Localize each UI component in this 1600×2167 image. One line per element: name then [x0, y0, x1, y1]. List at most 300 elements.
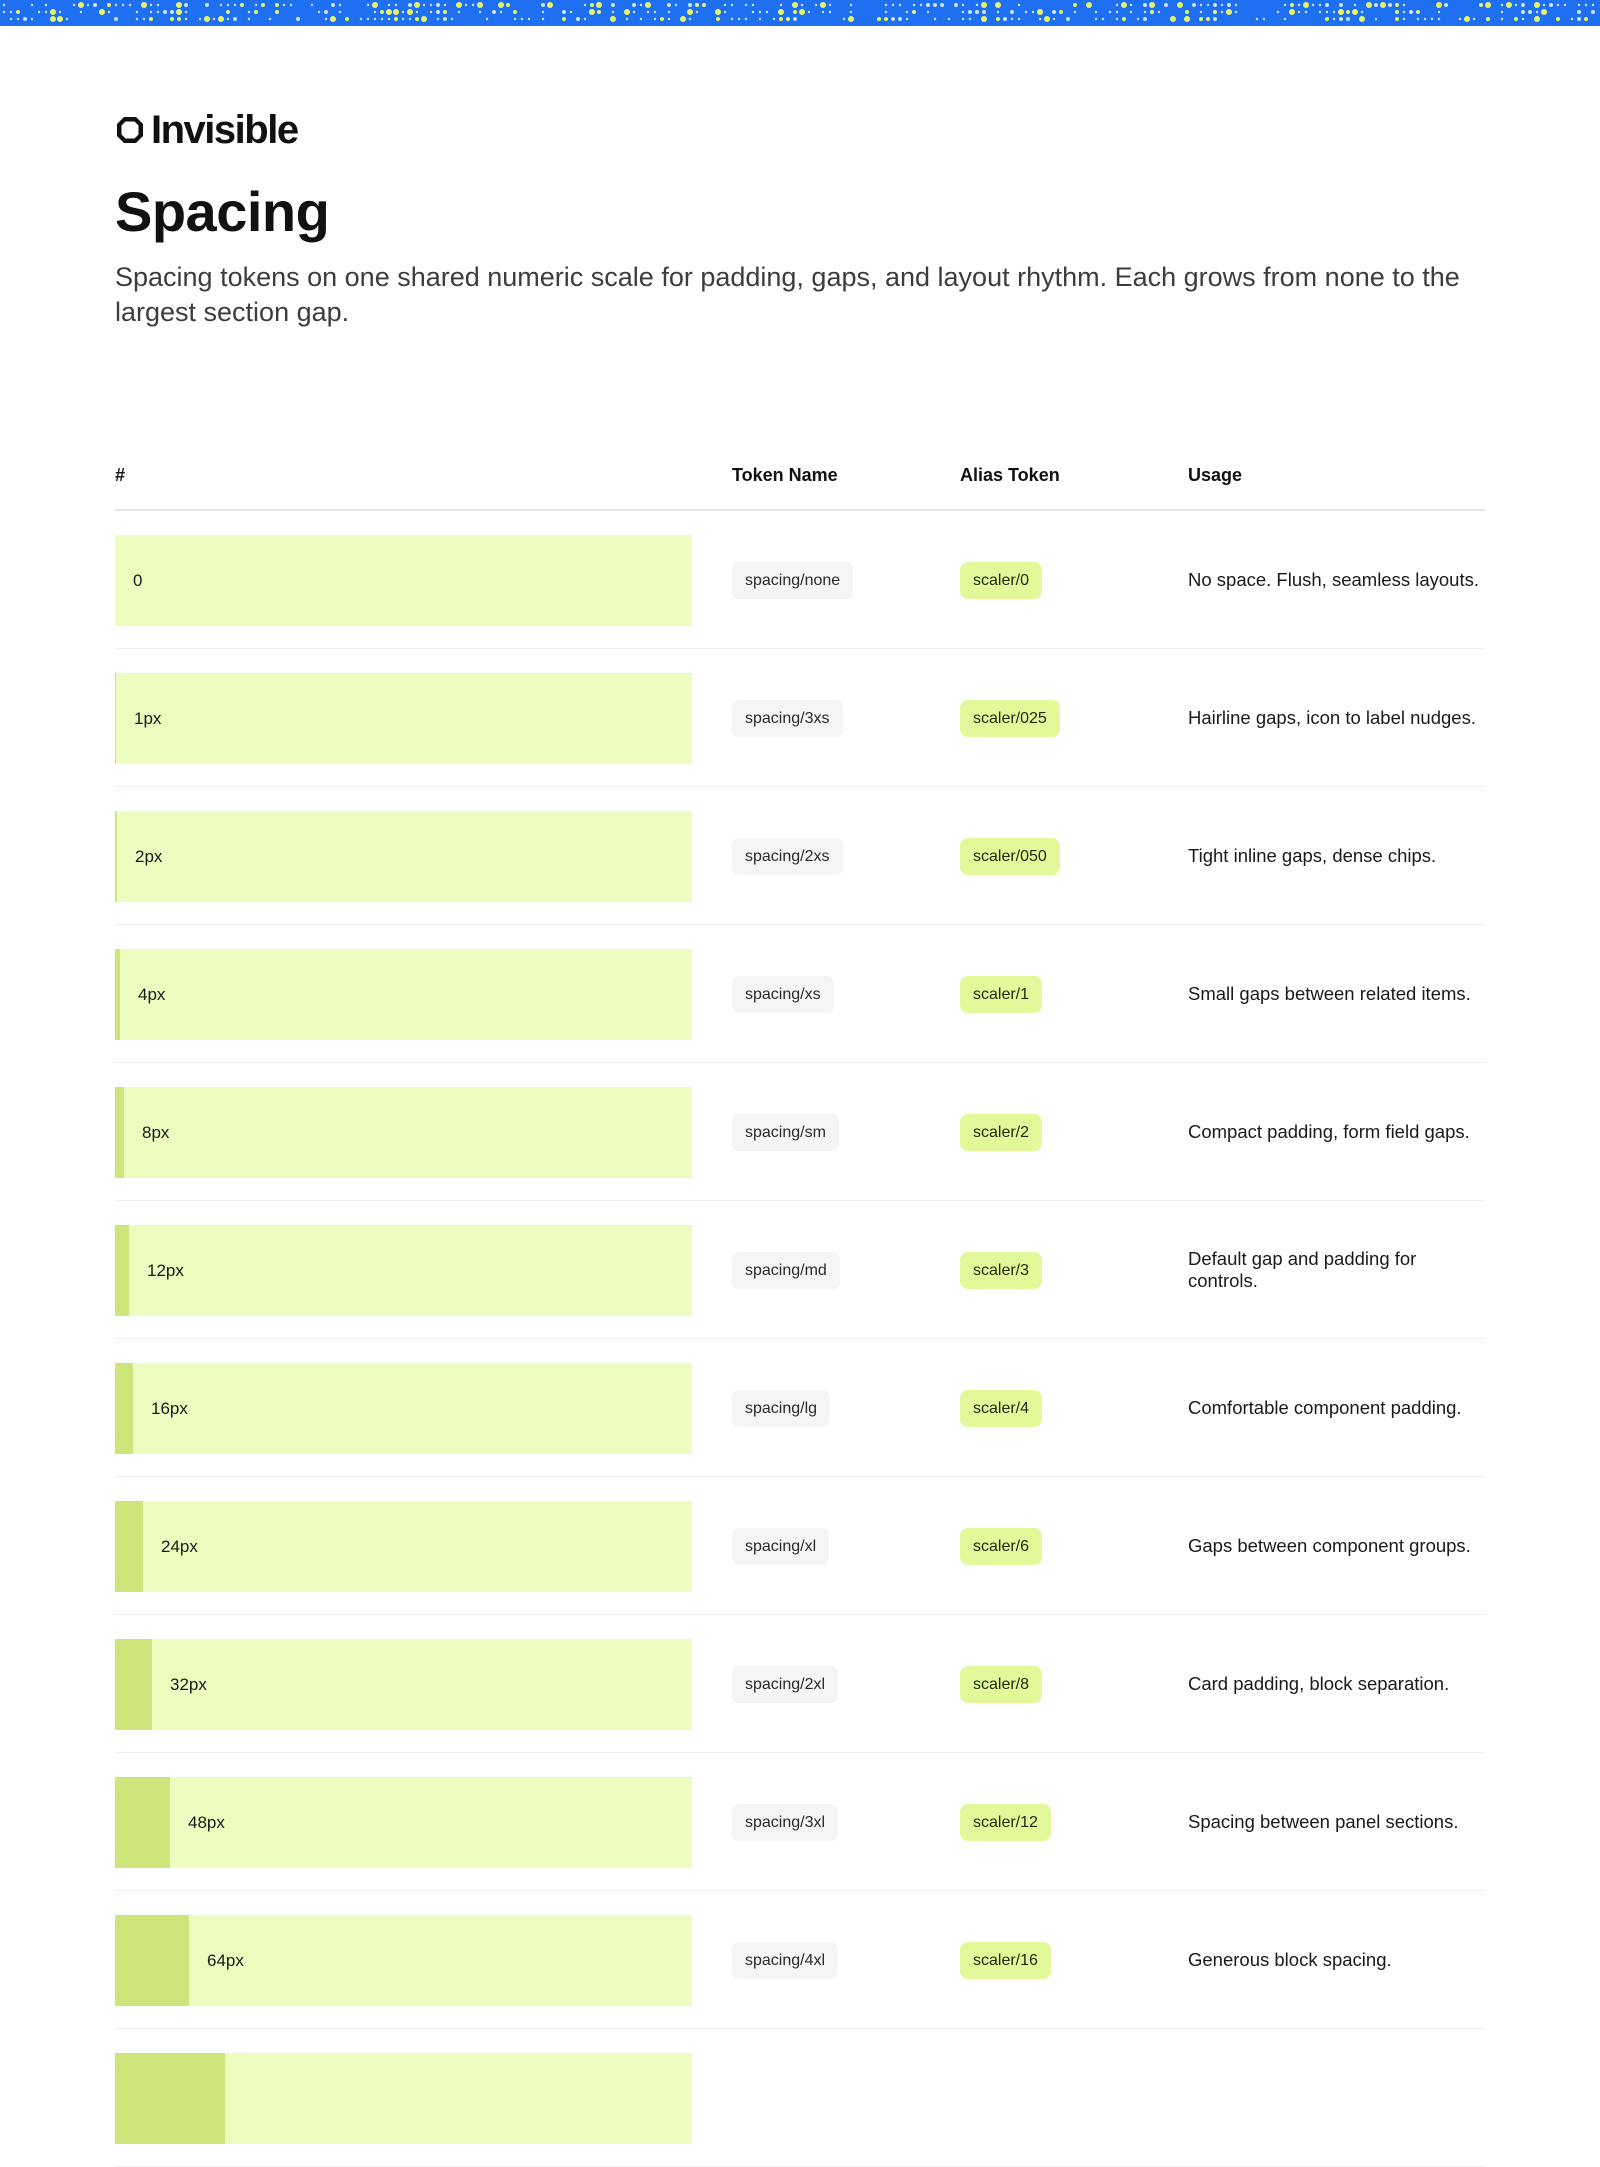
- banner-dot: [1319, 11, 1321, 13]
- alias-token-chip: scaler/025: [960, 700, 1060, 737]
- banner-dot: [589, 9, 595, 15]
- brand-name: Invisible: [151, 108, 298, 152]
- banner-dot: [1361, 11, 1363, 13]
- banner-dot: [1039, 18, 1041, 20]
- alias-token-chip: scaler/2: [960, 1114, 1042, 1151]
- banner-dot: [1289, 9, 1295, 15]
- token-name-chip: spacing/3xl: [732, 1804, 838, 1841]
- banner-dot: [451, 18, 453, 20]
- banner-dot: [1319, 4, 1321, 6]
- banner-dot: [372, 2, 378, 8]
- banner-dot: [759, 11, 761, 13]
- banner-dot: [45, 11, 47, 13]
- banner-dot: [913, 4, 915, 6]
- table-body: [115, 511, 1485, 2167]
- banner-dot: [920, 4, 922, 6]
- banner-dot: [78, 2, 84, 8]
- usage-text-content: Spacing between panel sections.: [1188, 1810, 1459, 1832]
- banner-dot: [1515, 4, 1517, 6]
- banner-dot: [899, 4, 901, 6]
- banner-dot: [843, 18, 845, 20]
- usage-text-content: Gaps between component groups.: [1188, 1534, 1471, 1556]
- banner-dot: [1325, 3, 1329, 7]
- usage-text: [1188, 1063, 1488, 1200]
- banner-dot: [542, 11, 544, 13]
- banner-dot: [1577, 10, 1581, 14]
- banner-dot: [680, 16, 686, 22]
- usage-text: [1188, 925, 1488, 1062]
- banner-dot: [850, 11, 852, 13]
- banner-dot: [1143, 3, 1147, 7]
- banner-dot: [1221, 4, 1223, 6]
- banner-dot: [808, 11, 810, 13]
- spacing-value: 48px: [188, 1813, 225, 1832]
- spacing-swatch-fill: [115, 673, 116, 764]
- banner-dot: [647, 11, 649, 13]
- banner-dot: [227, 4, 229, 6]
- banner-dot: [981, 2, 987, 8]
- banner-dot: [1305, 11, 1307, 13]
- banner-dot: [1235, 4, 1237, 6]
- spacing-value: 4px: [138, 985, 166, 1004]
- banner-dot: [331, 3, 335, 7]
- banner-dot: [1591, 10, 1595, 14]
- banner-dot: [1277, 11, 1279, 13]
- top-banner: [0, 0, 1600, 26]
- banner-dot: [612, 11, 614, 13]
- banner-dot: [339, 11, 341, 13]
- banner-dot: [1011, 18, 1013, 20]
- header-usage: Usage: [1188, 465, 1243, 485]
- banner-dot: [752, 4, 754, 6]
- banner-dot: [528, 18, 530, 20]
- banner-dot: [339, 4, 341, 6]
- banner-dot: [1298, 11, 1300, 13]
- banner-dot: [1144, 11, 1146, 13]
- banner-dot: [1339, 17, 1343, 21]
- alias-token-chip: scaler/1: [960, 976, 1042, 1013]
- banner-dot: [1536, 11, 1538, 13]
- banner-dot: [962, 4, 964, 6]
- banner-dot: [1395, 17, 1399, 21]
- usage-text: [1188, 1201, 1488, 1338]
- table-row: [115, 1063, 1485, 1201]
- banner-dot: [444, 4, 446, 6]
- alias-token-chip: scaler/0: [960, 562, 1042, 599]
- banner-dot: [793, 10, 797, 14]
- banner-dot: [1122, 17, 1126, 21]
- table-row: [115, 1891, 1485, 2029]
- banner-dot: [1501, 11, 1503, 13]
- banner-dot: [793, 17, 797, 21]
- spacing-value: 12px: [147, 1261, 184, 1280]
- banner-dot: [1227, 3, 1231, 7]
- banner-dot: [786, 17, 790, 21]
- banner-dot: [850, 4, 852, 6]
- brand-logo[interactable]: [115, 106, 298, 154]
- banner-dot: [80, 11, 82, 13]
- spacing-value: 1px: [134, 709, 162, 728]
- banner-dot: [745, 18, 747, 20]
- banner-dot: [176, 2, 182, 8]
- banner-dot: [954, 3, 958, 7]
- spacing-value: 0: [133, 571, 143, 590]
- banner-dot: [1213, 10, 1217, 14]
- banner-dot: [884, 17, 888, 21]
- banner-dot: [1543, 4, 1545, 6]
- token-name-chip: spacing/2xs: [732, 838, 843, 875]
- banner-dot: [1444, 3, 1448, 7]
- banner-dot: [1207, 4, 1209, 6]
- banner-dot: [1395, 3, 1399, 7]
- spacing-swatch: [115, 535, 692, 626]
- banner-dot: [1303, 2, 1309, 8]
- banner-dot: [1018, 18, 1020, 20]
- banner-dot: [31, 18, 33, 20]
- token-name-chip: spacing/3xs: [732, 700, 843, 737]
- usage-text-content: Compact padding, form field gaps.: [1188, 1120, 1470, 1142]
- spacing-value: 2px: [135, 847, 163, 866]
- banner-dot: [1213, 17, 1217, 21]
- header-number: #: [115, 465, 126, 485]
- table-row: [115, 1201, 1485, 1339]
- spacing-swatch: [115, 673, 692, 764]
- banner-dot: [414, 2, 420, 8]
- banner-dot: [122, 4, 124, 6]
- banner-dot: [731, 4, 733, 6]
- banner-dot: [1206, 17, 1210, 21]
- banner-dot: [962, 11, 964, 13]
- alias-token-chip: scaler/3: [960, 1252, 1042, 1289]
- banner-dot: [576, 17, 580, 21]
- banner-dot: [393, 9, 399, 15]
- banner-dot: [388, 18, 390, 20]
- page-title: Spacing: [115, 180, 330, 243]
- banner-dot: [731, 18, 733, 20]
- banner-dot: [59, 11, 61, 13]
- banner-dot: [1164, 3, 1168, 7]
- banner-dot: [696, 11, 698, 13]
- banner-dot: [1200, 4, 1202, 6]
- banner-dot: [799, 9, 805, 15]
- banner-dot: [1018, 4, 1020, 6]
- banner-dot: [1416, 10, 1420, 14]
- usage-text: [1188, 1753, 1488, 1890]
- banner-dot: [1571, 18, 1573, 20]
- spacing-swatch-fill: [115, 1777, 170, 1868]
- banner-dot: [668, 11, 670, 13]
- banner-dot: [590, 3, 594, 7]
- banner-dot: [10, 18, 12, 20]
- banner-dot: [430, 4, 432, 6]
- banner-dot: [1534, 16, 1540, 22]
- banner-dot: [23, 17, 27, 21]
- header-token-name: Token Name: [732, 465, 838, 485]
- banner-dot: [1564, 4, 1566, 6]
- banner-dot: [1549, 3, 1553, 7]
- banner-dot: [766, 11, 768, 13]
- spacing-swatch: [115, 2053, 692, 2144]
- banner-dot: [1464, 16, 1470, 22]
- banner-dot: [780, 4, 782, 6]
- banner-dot: [1053, 18, 1055, 20]
- banner-dot: [492, 10, 496, 14]
- banner-dot: [318, 11, 320, 13]
- banner-dot: [374, 18, 376, 20]
- banner-dot: [597, 10, 601, 14]
- token-name-chip: spacing/lg: [732, 1390, 830, 1427]
- banner-dot: [976, 4, 978, 6]
- banner-dot: [514, 18, 516, 20]
- banner-dot: [1130, 11, 1132, 13]
- banner-dot: [1417, 18, 1419, 20]
- banner-dot: [778, 9, 784, 15]
- table-row: [115, 1615, 1485, 1753]
- banner-dot: [1326, 11, 1328, 13]
- banner-dot: [220, 4, 222, 6]
- banner-dot: [1325, 17, 1329, 21]
- banner-dot: [38, 11, 40, 13]
- banner-dot: [227, 18, 229, 20]
- banner-dot: [982, 10, 986, 14]
- banner-dot: [437, 18, 439, 20]
- banner-dot: [1037, 9, 1043, 15]
- banner-dot: [1528, 10, 1532, 14]
- banner-dot: [458, 11, 460, 13]
- spacing-swatch: [115, 1225, 692, 1316]
- token-name-chip: spacing/4xl: [732, 1942, 838, 1979]
- banner-dot: [1312, 4, 1314, 6]
- banner-dot: [926, 3, 930, 7]
- banner-dot: [1352, 9, 1358, 15]
- banner-dot: [87, 4, 89, 6]
- spacing-swatch: [115, 811, 692, 902]
- banner-dot: [654, 11, 656, 13]
- banner-dot: [269, 18, 271, 20]
- banner-dot: [1556, 17, 1560, 21]
- spacing-value: 8px: [142, 1123, 170, 1142]
- spacing-value: 32px: [170, 1675, 207, 1694]
- usage-text: [1188, 787, 1488, 924]
- banner-dot: [822, 11, 824, 13]
- token-name-chip: spacing/xl: [732, 1528, 829, 1565]
- banner-dot: [898, 17, 902, 21]
- usage-text-content: Hairline gaps, icon to label nudges.: [1188, 706, 1476, 728]
- usage-text-content: Generous block spacing.: [1188, 1948, 1392, 1970]
- banner-dot: [136, 11, 138, 13]
- banner-dot: [443, 10, 447, 14]
- banner-dot: [660, 17, 664, 21]
- banner-dot: [934, 18, 936, 20]
- banner-dot: [885, 4, 887, 6]
- banner-dot: [1109, 11, 1111, 13]
- usage-text-content: No space. Flush, seamless layouts.: [1188, 568, 1479, 590]
- banner-dot: [948, 18, 950, 20]
- table-row: [115, 1477, 1485, 1615]
- spacing-swatch: [115, 1777, 692, 1868]
- banner-dot: [624, 9, 630, 15]
- banner-dot: [1354, 4, 1356, 6]
- table-row: [115, 787, 1485, 925]
- banner-dot: [93, 3, 97, 7]
- banner-dot: [1521, 10, 1525, 14]
- banner-dot: [675, 4, 677, 6]
- banner-dot: [149, 17, 153, 21]
- banner-dot: [1541, 9, 1547, 15]
- banner-dot: [1200, 11, 1202, 13]
- banner-dot: [1066, 17, 1070, 21]
- banner-dot: [150, 4, 152, 6]
- banner-dot: [50, 16, 56, 22]
- banner-dot: [99, 9, 105, 15]
- banner-dot: [1177, 2, 1183, 8]
- banner-dot: [940, 3, 944, 7]
- banner-dot: [66, 18, 68, 20]
- banner-dot: [1137, 18, 1139, 20]
- usage-text: [1188, 1891, 1488, 2028]
- banner-dot: [184, 3, 188, 7]
- banner-dot: [1184, 16, 1190, 22]
- banner-dot: [50, 9, 56, 15]
- banner-dot: [1158, 11, 1160, 13]
- banner-dot: [779, 17, 783, 21]
- banner-dot: [143, 18, 145, 20]
- banner-dot: [234, 4, 236, 6]
- banner-dot: [170, 17, 174, 21]
- banner-dot: [3, 4, 5, 6]
- header-alias-token: Alias Token: [960, 465, 1060, 485]
- alias-token-chip: scaler/050: [960, 838, 1060, 875]
- banner-dot: [1534, 2, 1540, 8]
- banner-dot: [1506, 2, 1512, 8]
- banner-dot: [815, 4, 817, 6]
- banner-dot: [792, 2, 798, 8]
- banner-dot: [640, 4, 642, 6]
- spacing-swatch: [115, 1363, 692, 1454]
- banner-dot: [1486, 17, 1490, 21]
- banner-dot: [115, 4, 117, 6]
- banner-dot: [668, 18, 670, 20]
- spacing-value: 64px: [207, 1951, 244, 1970]
- banner-dot: [157, 11, 159, 13]
- banner-dot: [506, 3, 510, 7]
- banner-dot: [185, 11, 187, 13]
- banner-dot: [688, 3, 692, 7]
- banner-dot: [521, 18, 523, 20]
- banner-dot: [687, 9, 693, 15]
- banner-dot: [1095, 18, 1097, 20]
- banner-dot: [570, 11, 572, 13]
- table-row: [115, 1339, 1485, 1477]
- spacing-swatch-fill: [115, 1087, 124, 1178]
- banner-dot: [1025, 11, 1027, 13]
- octagon-ring-icon: [115, 115, 145, 145]
- banner-dot: [57, 16, 63, 22]
- spacing-swatch: [115, 949, 692, 1040]
- banner-dot: [654, 18, 656, 20]
- banner-dot: [1221, 11, 1223, 13]
- banner-dot: [1395, 10, 1399, 14]
- banner-dot: [283, 4, 285, 6]
- banner-dot: [820, 2, 826, 8]
- banner-dot: [1501, 4, 1503, 6]
- banner-dot: [1143, 17, 1147, 21]
- banner-dot: [31, 4, 33, 6]
- usage-text: [1188, 511, 1488, 648]
- page-description: Spacing tokens on one shared numeric scale for padding, gaps, and layout rhythm. Each grows from none to the largest section gap.: [115, 262, 1460, 327]
- banner-dot: [968, 10, 972, 14]
- banner-dot: [1199, 17, 1203, 21]
- banner-dot: [325, 18, 327, 20]
- banner-dot: [1192, 3, 1196, 7]
- spacing-swatch: [115, 1639, 692, 1730]
- alias-token-chip: scaler/6: [960, 1528, 1042, 1565]
- banner-dot: [107, 3, 111, 7]
- banner-dot: [912, 10, 916, 14]
- banner-dot: [1003, 17, 1007, 21]
- banner-dot: [275, 10, 279, 14]
- banner-dot: [248, 11, 250, 13]
- banner-dot: [1473, 18, 1475, 20]
- banner-dot: [906, 11, 908, 13]
- usage-text-content: Card padding, block separation.: [1188, 1672, 1450, 1694]
- usage-text-content: Comfortable component padding.: [1188, 1396, 1462, 1418]
- usage-text: [1188, 1477, 1488, 1614]
- banner-dot: [395, 4, 397, 6]
- banner-dot: [773, 18, 775, 20]
- banner-dot: [381, 18, 383, 20]
- banner-dot: [1584, 17, 1588, 21]
- banner-dot: [848, 16, 854, 22]
- banner-dot: [248, 18, 250, 20]
- banner-dot: [1375, 18, 1377, 20]
- banner-dot: [254, 10, 258, 14]
- banner-dot: [584, 18, 586, 20]
- banner-dot: [17, 18, 19, 20]
- banner-dot: [906, 18, 908, 20]
- banner-dot: [611, 3, 615, 7]
- banner-dot: [1086, 2, 1092, 8]
- banner-dot: [1032, 11, 1034, 13]
- banner-dot: [213, 18, 215, 20]
- banner-dot: [1130, 4, 1132, 6]
- banner-dot: [1459, 18, 1461, 20]
- banner-dot: [1150, 10, 1154, 14]
- banner-dot: [547, 2, 553, 8]
- banner-dot: [1403, 11, 1405, 13]
- banner-dot: [1284, 4, 1286, 6]
- usage-text-content: Small gaps between related items.: [1188, 982, 1471, 1004]
- banner-dot: [1514, 17, 1518, 21]
- banner-dot: [199, 18, 201, 20]
- banner-dot: [421, 16, 427, 22]
- banner-dot: [801, 4, 803, 6]
- banner-dot: [1501, 18, 1503, 20]
- banner-dot: [10, 11, 12, 13]
- banner-dot: [969, 18, 971, 20]
- token-name-chip: spacing/md: [732, 1252, 840, 1289]
- banner-dot: [233, 17, 237, 21]
- banner-dot: [402, 11, 404, 13]
- banner-dot: [240, 3, 244, 7]
- banner-dot: [596, 2, 602, 8]
- banner-dot: [486, 18, 488, 20]
- banner-dot: [1052, 10, 1056, 14]
- banner-dot: [667, 3, 671, 7]
- banner-dot: [73, 4, 75, 6]
- spacing-value: 24px: [161, 1537, 198, 1556]
- banner-dot: [752, 11, 754, 13]
